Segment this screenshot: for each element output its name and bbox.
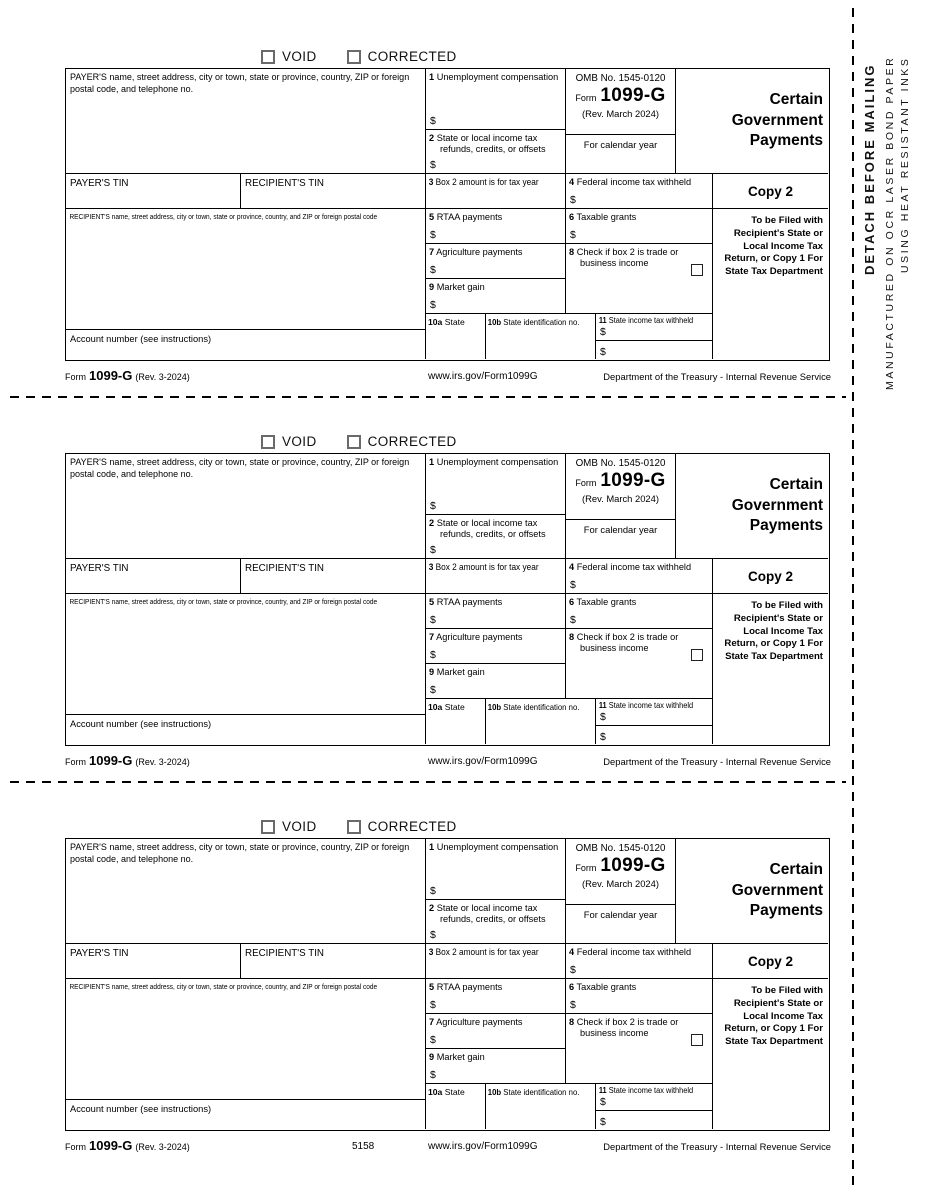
box4-label xyxy=(566,944,712,958)
box10b-label xyxy=(486,314,584,327)
box5-rtaa-payments xyxy=(426,978,566,1013)
footer-form-id xyxy=(65,368,190,383)
filing-instructions-box xyxy=(713,978,828,1129)
box5-text: RTAA payments xyxy=(436,597,503,607)
box10a-label xyxy=(426,1084,485,1097)
dollar-sign: $ xyxy=(570,579,576,591)
vertical-perforation-line xyxy=(852,8,854,1192)
payer-info-box xyxy=(66,69,426,173)
copy-designation-box xyxy=(713,558,828,593)
account-number-label: Account number (see instructions) xyxy=(70,334,212,344)
corrected-checkbox[interactable] xyxy=(347,50,361,64)
void-checkbox[interactable] xyxy=(261,820,275,834)
box6-label xyxy=(566,594,712,608)
revision-note: (Rev. March 2024) xyxy=(582,493,659,504)
omb-form-info-box xyxy=(566,69,676,134)
box9-number: 9 xyxy=(429,282,435,292)
box4-label xyxy=(566,559,712,573)
account-number-box xyxy=(66,714,426,744)
box3-number: 3 xyxy=(428,562,434,572)
box10a-text: State xyxy=(444,317,465,327)
payer-info-label: PAYER'S name, street address, city or town, state or province, country, ZIP or foreign postal code, and telephone no. xyxy=(70,457,410,479)
box11-amount-row-1 xyxy=(596,324,712,341)
dollar-sign: $ xyxy=(570,194,576,206)
box3-tax-year xyxy=(426,173,566,208)
box11-amount-row-1 xyxy=(596,709,712,726)
void-label: VOID xyxy=(282,434,317,449)
account-number-label: Account number (see instructions) xyxy=(70,719,212,729)
box3-number: 3 xyxy=(428,177,434,187)
box10b-text: State identification no. xyxy=(503,317,580,327)
payer-info-label: PAYER'S name, street address, city or town, state or province, country, ZIP or foreign postal code, and telephone no. xyxy=(70,842,410,864)
payer-tin-label: PAYER'S TIN xyxy=(70,948,129,959)
box1-label xyxy=(426,69,565,83)
dollar-sign: $ xyxy=(570,999,576,1011)
form-title-box xyxy=(676,454,828,558)
dollar-sign: $ xyxy=(430,999,436,1011)
box1-number: 1 xyxy=(429,842,435,852)
box8-trade-business-income xyxy=(566,243,713,313)
corrected-label: CORRECTED xyxy=(367,49,457,64)
form-footer xyxy=(0,750,850,768)
filing-instructions: To be Filed with Recipient's State or Local Income Tax Return, or Copy 1 For State Tax Department xyxy=(724,600,823,662)
calendar-year-label: For calendar year xyxy=(583,909,658,920)
box11-state-income-tax-withheld xyxy=(596,698,713,744)
box6-number: 6 xyxy=(569,982,575,992)
form-1099g-copy xyxy=(0,397,850,782)
revision-note: (Rev. March 2024) xyxy=(582,108,659,119)
box2-number: 2 xyxy=(429,903,435,913)
box9-text: Market gain xyxy=(436,667,485,677)
footer-form-number: 1099-G xyxy=(89,1138,133,1153)
box5-text: RTAA payments xyxy=(436,982,503,992)
box1-number: 1 xyxy=(429,72,435,82)
box8-trade-business-income xyxy=(566,628,713,698)
corrected-checkbox[interactable] xyxy=(347,820,361,834)
irs-website-url: www.irs.gov/Form1099G xyxy=(428,756,538,767)
box11-state-income-tax-withheld xyxy=(596,313,713,359)
dollar-sign: $ xyxy=(430,885,436,897)
box2-text: State or local income tax refunds, credits, or offsets xyxy=(436,518,546,540)
omb-form-info-box xyxy=(566,454,676,519)
box8-number: 8 xyxy=(569,1017,575,1027)
box10b-state-identification xyxy=(486,313,596,359)
box9-number: 9 xyxy=(429,1052,435,1062)
recipient-tin-box xyxy=(241,943,426,978)
copy-label: Copy 2 xyxy=(747,568,793,584)
box7-label xyxy=(426,1014,565,1028)
box10b-text: State identification no. xyxy=(503,702,580,712)
detach-before-mailing-note: DETACH BEFORE MAILING xyxy=(862,63,877,275)
box7-number: 7 xyxy=(429,1017,435,1027)
dollar-sign: $ xyxy=(600,1096,606,1108)
recipient-info-label: RECIPIENT'S name, street address, city or town, state or province, country, and ZIP or foreign postal code xyxy=(69,597,378,606)
box9-text: Market gain xyxy=(436,1052,485,1062)
box1-unemployment-compensation xyxy=(426,69,566,129)
box10a-text: State xyxy=(444,702,465,712)
account-number-box xyxy=(66,329,426,359)
box3-label xyxy=(426,559,551,573)
box1-number: 1 xyxy=(429,457,435,467)
box9-market-gain xyxy=(426,278,566,313)
box2-state-local-refunds xyxy=(426,899,566,943)
dollar-sign: $ xyxy=(600,1116,606,1128)
box2-label xyxy=(426,900,565,925)
box8-checkbox[interactable] xyxy=(691,1034,703,1046)
filing-instructions: To be Filed with Recipient's State or Local Income Tax Return, or Copy 1 For State Tax Department xyxy=(724,215,823,277)
box11-text: State income tax withheld xyxy=(608,316,694,325)
box11-text: State income tax withheld xyxy=(608,1086,694,1095)
box9-label xyxy=(426,1049,565,1063)
box11-number: 11 xyxy=(598,1086,607,1095)
irs-website-url: www.irs.gov/Form1099G xyxy=(428,1141,538,1152)
calendar-year-label: For calendar year xyxy=(583,139,658,150)
form-1099g-copy xyxy=(0,12,850,397)
box2-label xyxy=(426,130,565,155)
form-1099g-copy xyxy=(0,782,850,1167)
footer-revision: (Rev. 3-2024) xyxy=(135,372,190,382)
box1-label xyxy=(426,839,565,853)
box11-amount-row-2 xyxy=(596,726,712,745)
form-footer xyxy=(0,1135,850,1153)
form-word: Form xyxy=(575,863,597,873)
box11-state-income-tax-withheld xyxy=(596,1083,713,1129)
box5-number: 5 xyxy=(429,212,435,222)
box3-tax-year xyxy=(426,943,566,978)
box10b-label xyxy=(486,699,584,712)
box4-federal-income-tax-withheld xyxy=(566,558,713,593)
box6-taxable-grants xyxy=(566,978,713,1013)
box5-label xyxy=(426,594,565,608)
dollar-sign: $ xyxy=(570,964,576,976)
box7-label xyxy=(426,629,565,643)
form-number: 1099-G xyxy=(600,470,666,491)
box6-label xyxy=(566,209,712,223)
payer-tin-box xyxy=(66,943,241,978)
box8-text: Check if box 2 is trade or business income xyxy=(576,632,679,654)
box3-label xyxy=(426,174,551,188)
box7-agriculture-payments xyxy=(426,1013,566,1048)
calendar-year-box xyxy=(566,134,676,173)
box8-number: 8 xyxy=(569,247,575,257)
account-number-label: Account number (see instructions) xyxy=(70,1104,212,1114)
box1-text: Unemployment compensation xyxy=(436,842,559,852)
form-title-box xyxy=(676,69,828,173)
box7-agriculture-payments xyxy=(426,243,566,278)
treasury-department-note: Department of the Treasury - Internal Revenue Service xyxy=(603,371,831,382)
recipient-info-box xyxy=(66,593,426,714)
recipient-tin-box xyxy=(241,558,426,593)
box2-state-local-refunds xyxy=(426,514,566,558)
box2-label xyxy=(426,515,565,540)
copy-label: Copy 2 xyxy=(747,953,793,969)
box8-number: 8 xyxy=(569,632,575,642)
box5-label xyxy=(426,209,565,223)
filing-instructions-box xyxy=(713,208,828,359)
box5-text: RTAA payments xyxy=(436,212,503,222)
box2-text: State or local income tax refunds, credits, or offsets xyxy=(436,903,546,925)
box9-number: 9 xyxy=(429,667,435,677)
box5-number: 5 xyxy=(429,982,435,992)
form-number-line xyxy=(566,470,675,492)
box11-text: State income tax withheld xyxy=(608,701,694,710)
omb-number: OMB No. 1545-0120 xyxy=(575,73,666,84)
box7-text: Agriculture payments xyxy=(436,247,523,257)
box10a-state xyxy=(426,698,486,744)
copy-label: Copy 2 xyxy=(747,183,793,199)
calendar-year-box xyxy=(566,519,676,558)
recipient-tin-label: RECIPIENT'S TIN xyxy=(245,563,324,574)
void-checkbox[interactable] xyxy=(261,435,275,449)
box1-unemployment-compensation xyxy=(426,454,566,514)
box7-text: Agriculture payments xyxy=(436,632,523,642)
box6-text: Taxable grants xyxy=(576,982,637,992)
form-number: 1099-G xyxy=(600,85,666,106)
box10a-number: 10a xyxy=(428,317,443,327)
box6-number: 6 xyxy=(569,597,575,607)
dollar-sign: $ xyxy=(430,1034,436,1046)
recipient-tin-box xyxy=(241,173,426,208)
box10a-state xyxy=(426,1083,486,1129)
form-title: Certain Government Payments xyxy=(731,91,823,150)
box10b-state-identification xyxy=(486,1083,596,1129)
footer-revision: (Rev. 3-2024) xyxy=(135,1142,190,1152)
box10b-number: 10b xyxy=(487,1087,502,1097)
payer-tin-label: PAYER'S TIN xyxy=(70,563,129,574)
dollar-sign: $ xyxy=(430,229,436,241)
void-label: VOID xyxy=(282,49,317,64)
footer-form-id xyxy=(65,1138,190,1153)
box8-checkbox[interactable] xyxy=(691,649,703,661)
box8-text: Check if box 2 is trade or business income xyxy=(576,247,679,269)
form-word: Form xyxy=(575,478,597,488)
box10a-text: State xyxy=(444,1087,465,1097)
omb-number: OMB No. 1545-0120 xyxy=(575,458,666,469)
form-title: Certain Government Payments xyxy=(731,476,823,535)
omb-number: OMB No. 1545-0120 xyxy=(575,843,666,854)
dollar-sign: $ xyxy=(430,544,436,556)
omb-form-info-box xyxy=(566,839,676,904)
corrected-label: CORRECTED xyxy=(367,819,457,834)
void-corrected-row xyxy=(261,434,457,449)
footer-revision: (Rev. 3-2024) xyxy=(135,757,190,767)
perforation-line-1 xyxy=(10,396,846,398)
form-number-line xyxy=(566,85,675,107)
box2-state-local-refunds xyxy=(426,129,566,173)
dollar-sign: $ xyxy=(430,299,436,311)
dollar-sign: $ xyxy=(430,115,436,127)
filing-instructions-box xyxy=(713,593,828,744)
recipient-info-label: RECIPIENT'S name, street address, city or town, state or province, country, and ZIP or foreign postal code xyxy=(69,212,378,221)
calendar-year-label: For calendar year xyxy=(583,524,658,535)
paper-manufacturing-note: MANUFACTURED ON OCR LASER BOND PAPER USING HEAT RESISTANT INKS xyxy=(884,56,911,391)
box10a-number: 10a xyxy=(428,702,443,712)
dollar-sign: $ xyxy=(430,649,436,661)
dollar-sign: $ xyxy=(600,711,606,723)
payer-info-label: PAYER'S name, street address, city or town, state or province, country, ZIP or foreign postal code, and telephone no. xyxy=(70,72,410,94)
dollar-sign: $ xyxy=(600,731,606,743)
box3-text: Box 2 amount is for tax year xyxy=(435,177,539,187)
calendar-year-box xyxy=(566,904,676,943)
footer-form-number: 1099-G xyxy=(89,753,133,768)
box5-number: 5 xyxy=(429,597,435,607)
dollar-sign: $ xyxy=(570,229,576,241)
void-corrected-row xyxy=(261,49,457,64)
recipient-tin-label: RECIPIENT'S TIN xyxy=(245,948,324,959)
box10b-number: 10b xyxy=(487,702,502,712)
footer-form-number: 1099-G xyxy=(89,368,133,383)
recipient-tin-label: RECIPIENT'S TIN xyxy=(245,178,324,189)
box9-text: Market gain xyxy=(436,282,485,292)
dollar-sign: $ xyxy=(430,500,436,512)
box10a-label xyxy=(426,699,485,712)
perforation-line-2 xyxy=(10,781,846,783)
box8-checkbox[interactable] xyxy=(691,264,703,276)
box6-taxable-grants xyxy=(566,593,713,628)
box4-text: Federal income tax withheld xyxy=(576,177,692,187)
box3-tax-year xyxy=(426,558,566,593)
dollar-sign: $ xyxy=(430,264,436,276)
box9-market-gain xyxy=(426,1048,566,1083)
footer-form-id xyxy=(65,753,190,768)
box4-text: Federal income tax withheld xyxy=(576,947,692,957)
treasury-department-note: Department of the Treasury - Internal Revenue Service xyxy=(603,1141,831,1152)
box10a-number: 10a xyxy=(428,1087,443,1097)
box8-text: Check if box 2 is trade or business income xyxy=(576,1017,679,1039)
corrected-label: CORRECTED xyxy=(367,434,457,449)
box11-amount-row-2 xyxy=(596,341,712,360)
form-grid xyxy=(65,68,830,361)
form-grid xyxy=(65,838,830,1131)
box4-number: 4 xyxy=(569,947,575,957)
box10b-label xyxy=(486,1084,584,1097)
box10a-label xyxy=(426,314,485,327)
box5-label xyxy=(426,979,565,993)
footer-form-word: Form xyxy=(65,1142,86,1152)
box4-number: 4 xyxy=(569,177,575,187)
forms-column xyxy=(0,12,850,1167)
box4-federal-income-tax-withheld xyxy=(566,173,713,208)
box7-text: Agriculture payments xyxy=(436,1017,523,1027)
box6-text: Taxable grants xyxy=(576,597,637,607)
copy-designation-box xyxy=(713,943,828,978)
box6-label xyxy=(566,979,712,993)
box10a-state xyxy=(426,313,486,359)
footer-form-word: Form xyxy=(65,372,86,382)
box2-text: State or local income tax refunds, credits, or offsets xyxy=(436,133,546,155)
dollar-sign: $ xyxy=(600,326,606,338)
irs-website-url: www.irs.gov/Form1099G xyxy=(428,371,538,382)
corrected-checkbox[interactable] xyxy=(347,435,361,449)
account-number-box xyxy=(66,1099,426,1129)
copy-designation-box xyxy=(713,173,828,208)
box1-text: Unemployment compensation xyxy=(436,457,559,467)
payer-info-box xyxy=(66,839,426,943)
dollar-sign: $ xyxy=(430,614,436,626)
box10b-state-identification xyxy=(486,698,596,744)
box3-text: Box 2 amount is for tax year xyxy=(435,562,539,572)
dollar-sign: $ xyxy=(430,929,436,941)
box11-amount-row-2 xyxy=(596,1111,712,1130)
box4-label xyxy=(566,174,712,188)
box2-number: 2 xyxy=(429,518,435,528)
box8-trade-business-income xyxy=(566,1013,713,1083)
box9-label xyxy=(426,279,565,293)
box1-text: Unemployment compensation xyxy=(436,72,559,82)
box11-number: 11 xyxy=(598,316,607,325)
dollar-sign: $ xyxy=(430,1069,436,1081)
box3-label xyxy=(426,944,551,958)
payer-tin-label: PAYER'S TIN xyxy=(70,178,129,189)
payer-tin-box xyxy=(66,558,241,593)
form-grid xyxy=(65,453,830,746)
box5-rtaa-payments xyxy=(426,593,566,628)
dollar-sign: $ xyxy=(570,614,576,626)
box10b-text: State identification no. xyxy=(503,1087,580,1097)
treasury-department-note: Department of the Treasury - Internal Revenue Service xyxy=(603,756,831,767)
box6-text: Taxable grants xyxy=(576,212,637,222)
box4-text: Federal income tax withheld xyxy=(576,562,692,572)
recipient-info-label: RECIPIENT'S name, street address, city or town, state or province, country, and ZIP or foreign postal code xyxy=(69,982,378,991)
recipient-info-box xyxy=(66,208,426,329)
box3-number: 3 xyxy=(428,947,434,957)
box7-agriculture-payments xyxy=(426,628,566,663)
box7-number: 7 xyxy=(429,247,435,257)
box10b-number: 10b xyxy=(487,317,502,327)
payer-tin-box xyxy=(66,173,241,208)
form-number: 1099-G xyxy=(600,855,666,876)
product-code: 5158 xyxy=(352,1141,375,1152)
dollar-sign: $ xyxy=(430,159,436,171)
box1-label xyxy=(426,454,565,468)
form-number-line xyxy=(566,855,675,877)
box7-number: 7 xyxy=(429,632,435,642)
recipient-info-box xyxy=(66,978,426,1099)
form-title: Certain Government Payments xyxy=(731,861,823,920)
box5-rtaa-payments xyxy=(426,208,566,243)
box2-number: 2 xyxy=(429,133,435,143)
void-corrected-row xyxy=(261,819,457,834)
payer-info-box xyxy=(66,454,426,558)
box4-number: 4 xyxy=(569,562,575,572)
box9-label xyxy=(426,664,565,678)
box11-amount-row-1 xyxy=(596,1094,712,1111)
box7-label xyxy=(426,244,565,258)
box6-number: 6 xyxy=(569,212,575,222)
box6-taxable-grants xyxy=(566,208,713,243)
form-title-box xyxy=(676,839,828,943)
box9-market-gain xyxy=(426,663,566,698)
void-checkbox[interactable] xyxy=(261,50,275,64)
form-word: Form xyxy=(575,93,597,103)
box4-federal-income-tax-withheld xyxy=(566,943,713,978)
dollar-sign: $ xyxy=(600,346,606,358)
revision-note: (Rev. March 2024) xyxy=(582,878,659,889)
filing-instructions: To be Filed with Recipient's State or Local Income Tax Return, or Copy 1 For State Tax Department xyxy=(724,985,823,1047)
form-footer xyxy=(0,365,850,383)
dollar-sign: $ xyxy=(430,684,436,696)
void-label: VOID xyxy=(282,819,317,834)
box11-number: 11 xyxy=(598,701,607,710)
box3-text: Box 2 amount is for tax year xyxy=(435,947,539,957)
footer-form-word: Form xyxy=(65,757,86,767)
box1-unemployment-compensation xyxy=(426,839,566,899)
